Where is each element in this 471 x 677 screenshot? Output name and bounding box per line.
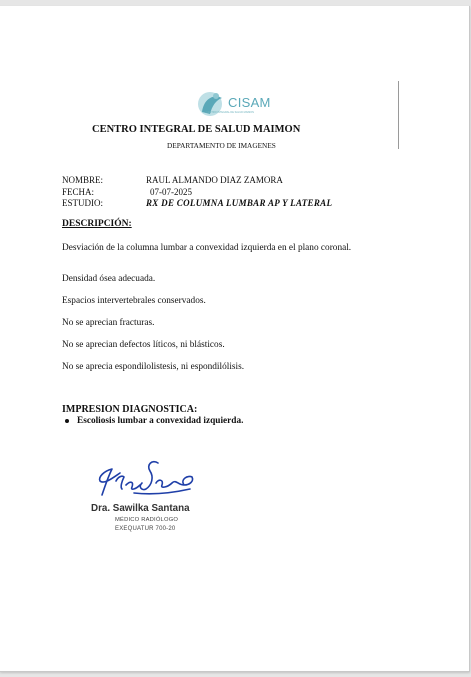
center-name: CENTRO INTEGRAL DE SALUD MAIMON (92, 124, 301, 135)
exam-date: 07-07-2025 (150, 187, 192, 197)
document-page (0, 6, 470, 672)
department-name: DEPARTAMENTO DE IMAGENES (167, 141, 276, 150)
patient-name: RAUL ALMANDO DIAZ ZAMORA (146, 175, 283, 185)
impression-list (62, 416, 243, 426)
physician-name: Dra. Sawilka Santana (91, 503, 190, 514)
cisam-logo (190, 86, 270, 120)
finding-paragraph: No se aprecia espondilolistesis, ni espondilólisis. (62, 362, 245, 372)
logo-text: CISAM (228, 95, 271, 110)
finding-paragraph: Densidad ósea adecuada. (62, 274, 156, 284)
impression-heading: IMPRESION DIAGNOSTICA: (62, 404, 198, 415)
date-label: FECHA: (62, 187, 95, 197)
study-label: ESTUDIO: (62, 198, 103, 208)
study-name: RX DE COLUMNA LUMBAR AP Y LATERAL (146, 198, 333, 208)
impression-text: Escoliosis lumbar a convexidad izquierda. (77, 416, 244, 426)
name-label: NOMBRE: (62, 175, 104, 185)
finding-paragraph: Desviación de la columna lumbar a convexidad izquierda en el plano coronal. (62, 243, 352, 253)
handwritten-signature (92, 455, 204, 503)
margin-rule (398, 81, 399, 149)
logo-subtext: CENTRO INTEGRAL DE SALUD MAIMON (206, 111, 254, 114)
impression-item (62, 416, 243, 426)
finding-paragraph: Espacios intervertebrales conservados. (62, 296, 206, 306)
physician-license: EXEQUATUR 700-20 (115, 526, 176, 532)
physician-title: MÉDICO RADIÓLOGO (115, 517, 179, 523)
finding-paragraph: No se aprecian fracturas. (62, 318, 155, 328)
description-heading: DESCRIPCIÓN: (62, 219, 132, 229)
bullet-icon (65, 419, 69, 423)
finding-paragraph: No se aprecian defectos líticos, ni blásticos. (62, 340, 225, 350)
